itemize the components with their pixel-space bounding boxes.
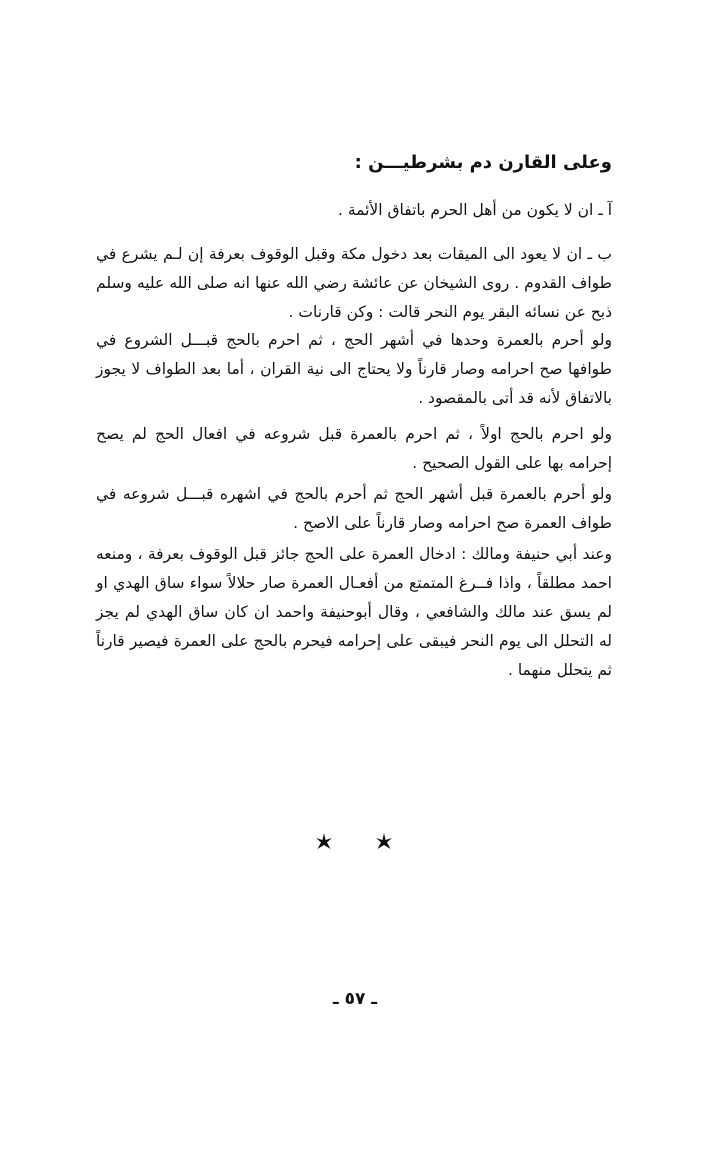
paragraph-condition-a: آ ـ ان لا يكون من أهل الحرم باتفاق الأئمة .	[337, 201, 612, 219]
page-number: ـ ٥٧ ـ	[332, 989, 378, 1009]
section-ornament	[310, 830, 400, 860]
section-heading: وعلى القارن دم بشرطيـــن :	[354, 152, 612, 173]
star-icon	[372, 830, 396, 854]
paragraph-before-months: ولو أحرم بالعمرة قبل أشهر الحج ثم أحرم بالحج في اشهره قبـــل شروعه في طواف العمرة صح احرامه وصار قارناً على الاصح .	[96, 485, 612, 532]
star-icon	[312, 830, 336, 854]
paragraph-condition-b: ب ـ ان لا يعود الى الميقات بعد دخول مكة وقبل الوقوف بعرفة إن لـم يشرع في طواف القدوم . روى الشيخان عن عائشة رضي الله عنها انه صلى الله عليه وسلم ذبح عن نسائه البقر يوم النحر قالت : وكن قارنات .	[96, 245, 612, 321]
paragraph-madhhab-views: وعند أبي حنيفة ومالك : ادخال العمرة على الحج جائز قبل الوقوف بعرفة ، ومنعه احمد مطلقاً ، واذا فــرغ المتمتع من أفعـال العمرة صار حلالاً سواء ساق الهدي او لم يسق عند مالك والشافعي ، وقال أبوحنيفة واحمد ان كان ساق الهدي لم يجز له التحلل الى يوم النحر فيبقى على إحرامه فيحرم بالحج على العمرة فيصير قارناً ثم يتحلل منهما .	[96, 545, 612, 679]
paragraph-hajj-first: ولو احرم بالحج اولاً ، ثم احرم بالعمرة قبل شروعه في افعال الحج لم يصح إحرامه بها على القول الصحيح .	[96, 425, 612, 472]
paragraph-umrah-first: ولو أحرم بالعمرة وحدها في أشهر الحج ، ثم احرم بالحج قبـــل الشروع في طوافها صح احرامه وصار قارناً ولا يحتاج الى نية القران ، أما بعد الطواف لا يجوز بالاتفاق لأنه قد أتى بالمقصود .	[96, 331, 612, 407]
